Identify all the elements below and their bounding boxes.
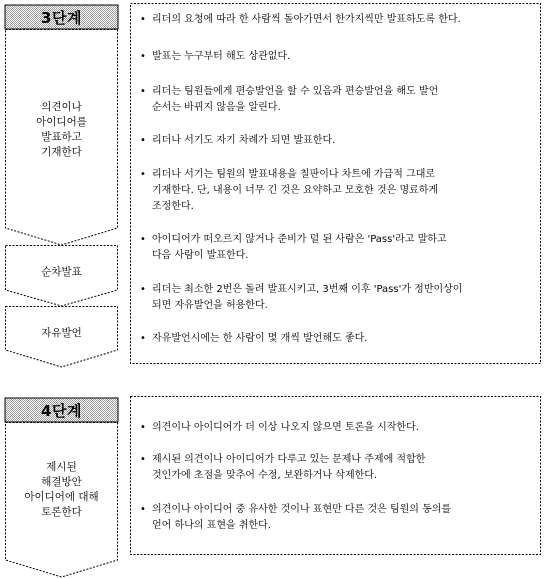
- list-item: • 의견이나 아이디어가 더 이상 나오지 않으면 토론을 시작한다.: [140, 422, 419, 433]
- list-item: • 발표는 누구부터 해도 상관없다.: [140, 51, 291, 62]
- stage4-title: 4단계: [41, 402, 82, 420]
- list-item: • 리더의 요청에 따라 한 사람씩 돌아가면서 한가지씩만 발표하도록 한다.: [140, 14, 461, 25]
- list-item: • 제시된 의견이나 아이디어가 다루고 있는 문제나 주제에 적합한 것인가에 초점을 맞추어 수정, 보완하거나 삭제한다.: [140, 454, 426, 481]
- stage3-step-sequential: 순차발표: [41, 265, 82, 278]
- stage3-step-free: 자유발언: [41, 326, 82, 339]
- list-item: • 의견이나 아이디어 중 유사한 것이나 표현만 다른 것은 팀원의 동의를 얻어 하나의 표현을 취한다.: [140, 504, 452, 531]
- list-item: • 리더나 서기도 자기 차례가 되면 발표한다.: [140, 135, 336, 146]
- list-item: • 리더는 팀원들에게 편승발언을 할 수 있음과 편승발언을 해도 발언 순서는 바뀌지 않음을 알린다.: [140, 86, 439, 113]
- stage3-title: 3단계: [41, 9, 82, 27]
- list-item: • 자유발언시에는 한 사람이 몇 개씩 발언해도 좋다.: [140, 333, 368, 344]
- list-item: • 리더는 최소한 2번은 돌려 발표시키고, 3번째 이후 'Pass'가 정반이상이 되면 자유발언을 허용한다.: [140, 284, 463, 311]
- stage4-step-main: 제시된 해결방안 아이디어에 대해 토론한다: [24, 461, 99, 518]
- stage3-step-main: 의견이나 아이디어를 발표하고 기재한다: [36, 101, 87, 158]
- list-item: • 아이디어가 떠오르지 않거나 준비가 덜 된 사람은 'Pass'라고 말하고 다음 사람이 발표한다.: [140, 234, 447, 261]
- list-item: • 리더나 서기는 팀원의 발표내용을 칠판이나 차트에 가급적 그대로 기재한다. 단, 내용이 너무 긴 것은 요약하고 모호한 것은 명료하게 조정한다.: [140, 169, 439, 212]
